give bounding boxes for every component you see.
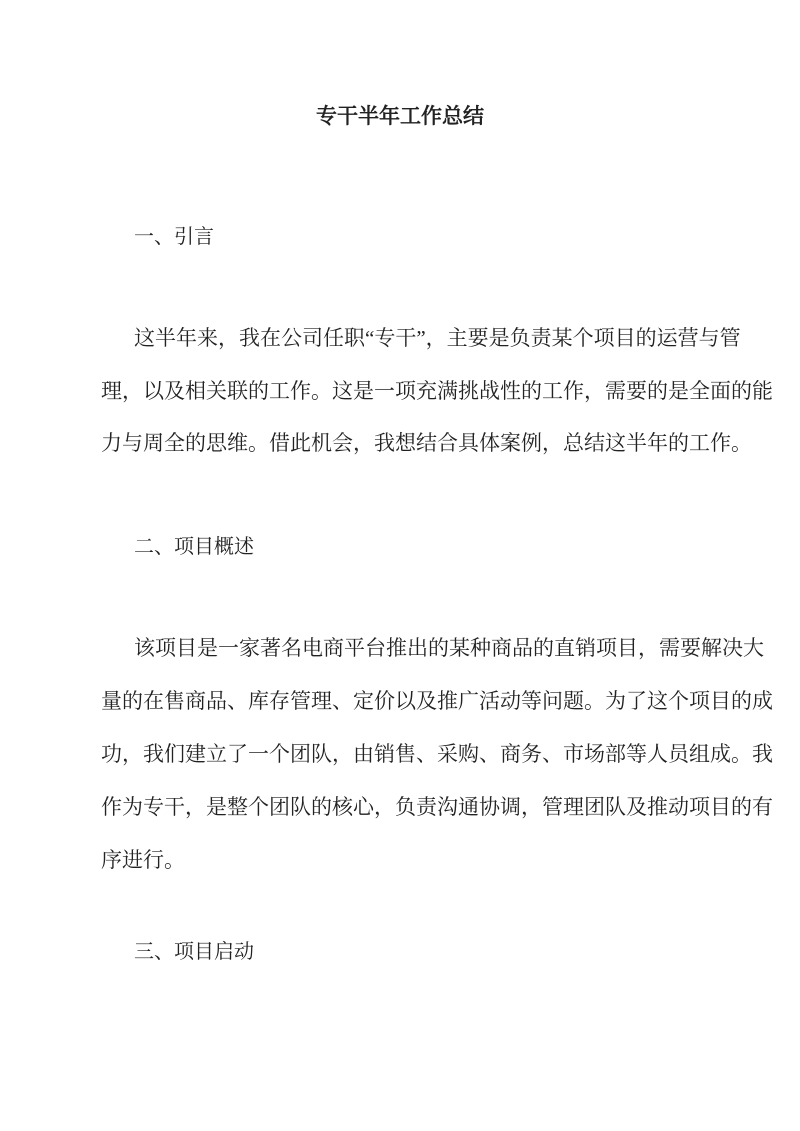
paragraph-line: 力与周全的思维。借此机会，我想结合具体案例，总结这半年的工作。 [101,431,752,455]
paragraph-line: 该项目是一家著名电商平台推出的某种商品的直销项目，需要解决大 [134,636,764,660]
page-title: 专干半年工作总结 [316,104,484,128]
section-heading-intro: 一、引言 [134,226,214,248]
paragraph-line: 量的在售商品、库存管理、定价以及推广活动等问题。为了这个项目的成 [101,689,773,713]
section-heading-overview: 二、项目概述 [134,536,254,558]
paragraph-line: 功，我们建立了一个团队，由销售、采购、商务、市场部等人员组成。我 [101,742,773,766]
paragraph-line: 序进行。 [101,848,185,872]
section-heading-launch: 三、项目启动 [134,941,254,963]
paragraph-line: 作为专干，是整个团队的核心，负责沟通协调，管理团队及推动项目的有 [101,795,773,819]
paragraph-line: 这半年来，我在公司任职“专干”，主要是负责某个项目的运营与管 [134,326,741,350]
paragraph-line: 理，以及相关联的工作。这是一项充满挑战性的工作，需要的是全面的能 [101,379,773,403]
